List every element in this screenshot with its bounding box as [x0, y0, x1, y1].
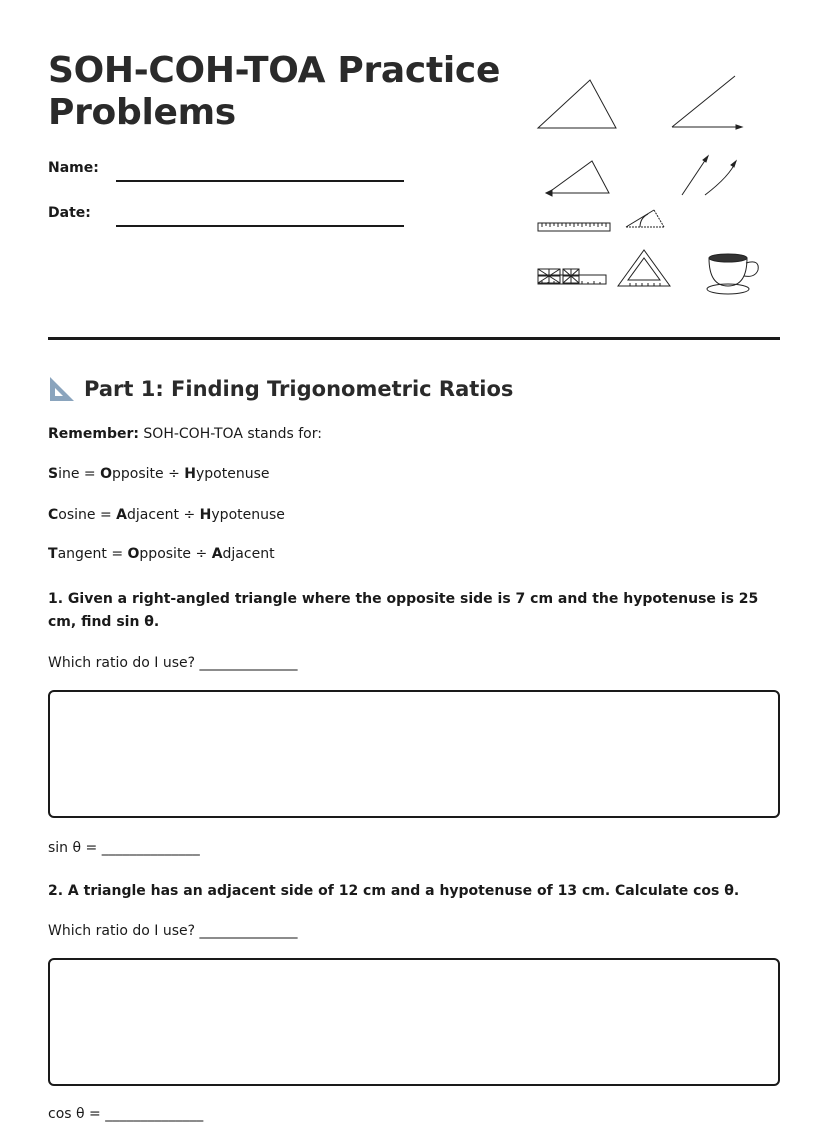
sine-letter: S: [48, 466, 59, 482]
remember-line: [48, 424, 322, 444]
adjacent-letter: A: [211, 546, 223, 562]
hypotenuse-letter: H: [184, 466, 196, 482]
name-label: Name:: [48, 160, 99, 176]
question-2: 2. A triangle has an adjacent side of 12 cm and a hypotenuse of 13 cm. Calculate cos θ.: [48, 883, 740, 899]
hypotenuse-letter: H: [199, 507, 212, 523]
tangent-rule: [48, 544, 275, 564]
angle-icon: [672, 76, 742, 129]
sine-rule: [48, 464, 270, 484]
opposite-word: pposite ÷: [112, 466, 185, 482]
ratio-prompt-1: Which ratio do I use? ______________: [48, 655, 298, 671]
triangle-icon: [538, 80, 616, 128]
date-field[interactable]: [116, 225, 404, 227]
triangle-arrow-icon: [546, 161, 609, 196]
opposite-word: pposite ÷: [139, 546, 212, 562]
remember-label: Remember:: [48, 426, 139, 442]
adjacent-word: djacent: [222, 546, 275, 562]
set-square-icon: [48, 375, 76, 403]
teacup-icon: [707, 254, 758, 294]
flag-ruler-icon: [538, 269, 606, 284]
work-area-2[interactable]: [48, 958, 780, 1086]
triangle-ruler-icon: [618, 250, 670, 286]
page-title: SOH-COH-TOA Practice Problems: [48, 50, 501, 133]
hypotenuse-word: ypotenuse: [196, 466, 270, 482]
protractor-angle-icon: [626, 210, 664, 227]
ruler-icon: [538, 223, 610, 231]
name-field[interactable]: [116, 180, 404, 182]
parallel-arrows-icon: [682, 156, 736, 195]
section-heading: [48, 374, 513, 404]
geometry-illustrations: [530, 66, 780, 306]
answer-prompt-1: sin θ = ______________: [48, 840, 200, 856]
adjacent-letter: A: [116, 507, 127, 523]
opposite-letter: O: [127, 546, 140, 562]
cosine-letter: C: [48, 507, 59, 523]
date-label: Date:: [48, 205, 91, 221]
opposite-letter: O: [100, 466, 113, 482]
hypotenuse-word: ypotenuse: [211, 507, 285, 523]
remember-text: SOH-COH-TOA stands for:: [138, 426, 322, 442]
tangent-word: angent =: [57, 546, 128, 562]
cosine-word: osine =: [58, 507, 117, 523]
work-area-1[interactable]: [48, 690, 780, 818]
sine-word: ine =: [58, 466, 101, 482]
ratio-prompt-2: Which ratio do I use? ______________: [48, 923, 298, 939]
cosine-rule: [48, 505, 285, 525]
answer-prompt-2: cos θ = ______________: [48, 1106, 204, 1122]
tangent-letter: T: [48, 546, 58, 562]
question-1: 1. Given a right-angled triangle where the opposite side is 7 cm and the hypotenuse is 25 cm, find sin θ.: [48, 591, 759, 630]
section-divider: [48, 337, 780, 340]
adjacent-word: djacent ÷: [127, 507, 200, 523]
section-title: Part 1: Finding Trigonometric Ratios: [84, 377, 514, 401]
